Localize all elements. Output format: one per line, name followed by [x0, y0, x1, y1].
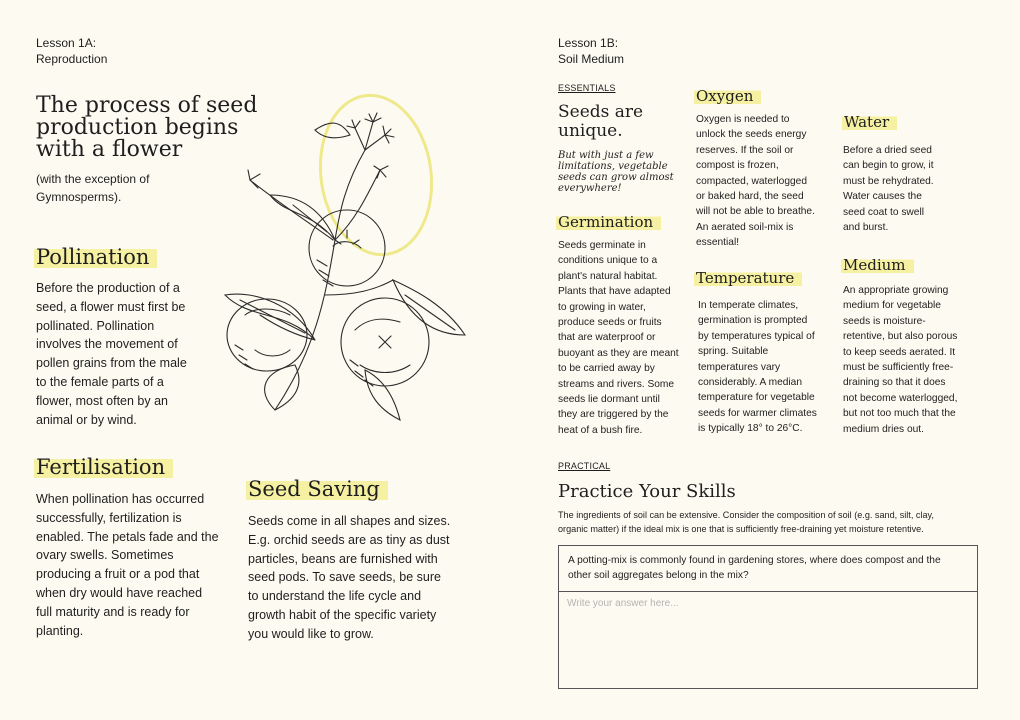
pollination-heading: Pollination	[34, 243, 157, 271]
lesson-code: Lesson 1B:	[558, 36, 619, 50]
temperature-body: In temperate climates, germination is prompted by temperatures typical of spring. Suitable temperatures vary considerably. A median temperature for vegetable seeds for warmer climates is typically 18° to 26°C.	[698, 300, 817, 435]
seed-saving-heading: Seed Saving	[246, 475, 388, 503]
practice-intro: The ingredients of soil can be extensive. Consider the composition of soil (e.g. sand, silt, clay, organic matter) if the ideal mix is one that is sufficiently free-draining yet moisture retentive.	[558, 510, 934, 534]
oxygen-heading: Oxygen	[694, 86, 761, 106]
fertilisation-body: When pollination has occurred successfully, fertilization is enabled. The petals fade and the ovary swells. Sometimes producing a fruit or a pod that when dry would have reached full maturity and is ready for planting.	[36, 492, 219, 638]
lesson-code: Lesson 1A:	[36, 36, 97, 50]
practice-title: Practice Your Skills	[558, 481, 736, 502]
essentials-tag: ESSENTIALS	[558, 83, 616, 93]
answer-input[interactable]	[559, 592, 977, 688]
oxygen-body: Oxygen is needed to unlock the seeds energy reserves. If the soil or compost is frozen, compacted, waterlogged or baked hard, the seed will not be able to breathe. An aerated soil-mix is essential!	[696, 114, 815, 249]
medium-heading: Medium	[841, 255, 914, 275]
lesson-1a-header	[36, 35, 107, 67]
main-headline: The process of seed production begins with a flower	[36, 93, 258, 162]
pollination-body: Before the production of a seed, a flower must first be pollinated. Pollination involves the movement of pollen grains from the male to the female parts of a flower, most often by an animal or by wind.	[36, 281, 187, 427]
tomato-plant-illustration	[215, 90, 485, 435]
temperature-heading: Temperature	[694, 268, 802, 288]
fertilisation-heading: Fertilisation	[34, 453, 173, 481]
germination-heading: Germination	[556, 212, 661, 232]
medium-body: An appropriate growing medium for vegetable seeds is moisture- retentive, but also porous to keep seeds aerated. It must be sufficiently free- draining so that it does not become waterlogged, but not too much that the medium dries out.	[843, 285, 958, 435]
water-body: Before a dried seed can begin to grow, it must be rehydrated. Water causes the seed coat to swell and burst.	[843, 145, 934, 234]
water-heading: Water	[842, 112, 897, 132]
seeds-unique-heading: Seeds are unique.	[558, 102, 644, 141]
lesson-name: Soil Medium	[558, 52, 625, 66]
practical-tag: PRACTICAL	[558, 461, 611, 471]
question-box: A potting-mix is commonly found in gardening stores, where does compost and the other soil aggregates belong in the mix?	[558, 545, 978, 592]
lesson-1b-header	[558, 35, 624, 67]
seed-saving-body: Seeds come in all shapes and sizes. E.g. orchid seeds are as tiny as dust particles, beans are furnished with seed pods. To save seeds, be sure to understand the life cycle and growth habit of the specific variety you would like to grow.	[248, 514, 451, 641]
gymnosperm-note: (with the exception of Gymnosperms).	[36, 172, 150, 204]
lesson-name: Reproduction	[36, 52, 108, 66]
answer-box	[558, 591, 978, 689]
seeds-unique-subtitle: But with just a few limitations, vegetable seeds can grow almost everywhere!	[558, 150, 674, 194]
germination-body: Seeds germinate in conditions unique to a plant's natural habitat. Plants that have adapted to growing in water, produce seeds or fruits that are waterproof or buoyant as they are meant to be carried away by streams and rivers. Some seeds lie dormant until they are triggered by the heat of a bush fire.	[558, 240, 679, 436]
